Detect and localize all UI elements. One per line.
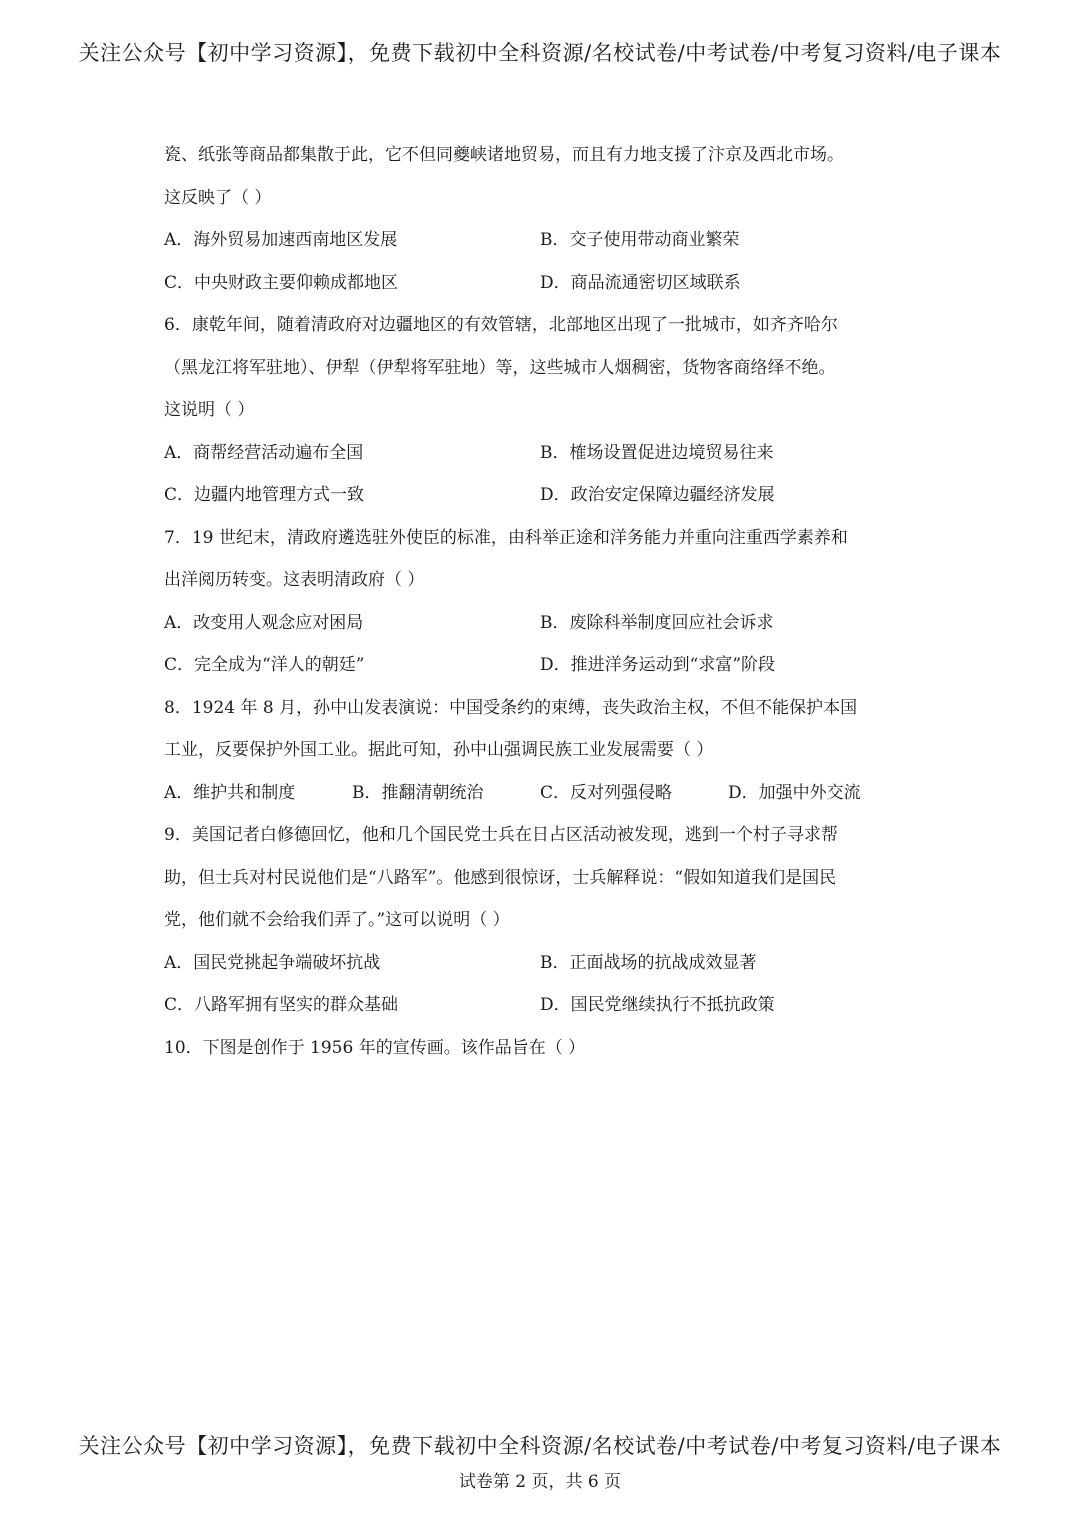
q9-options-row-1: [164, 942, 924, 985]
q8-option-a: A．维护共和制度: [164, 782, 296, 803]
q6-line-2: （黑龙江将军驻地）、伊犁（伊犁将军驻地）等，这些城市人烟稠密，货物客商络绎不绝。: [164, 357, 836, 378]
q5-line-2: 这反映了（ ）: [164, 187, 272, 208]
q9-line-3: 党，他们就不会给我们弄了。”这可以说明（ ）: [164, 910, 510, 930]
q7-options-row-1: [164, 602, 924, 645]
q7-option-a: A．改变用人观念应对困局: [164, 612, 364, 633]
q8-option-c: C．反对列强侵略: [540, 782, 673, 803]
q5-line-1: 瓷、纸张等商品都集散于此，它不但同夔峡诸地贸易，而且有力地支援了汴京及西北市场。: [164, 145, 844, 165]
q6-option-b: B．榷场设置促进边境贸易往来: [540, 442, 774, 463]
q8-options-row: [164, 772, 924, 815]
q8-line-2: 工业，反要保护外国工业。据此可知，孙中山强调民族工业发展需要（ ）: [164, 740, 714, 760]
q5-options-row-2: [164, 262, 924, 305]
q5-option-b: B．交子使用带动商业繁荣: [540, 230, 740, 250]
q6-option-c: C．边疆内地管理方式一致: [164, 485, 365, 505]
q7-line-2: 出洋阅历转变。这表明清政府（ ）: [164, 570, 425, 590]
q6-options-row-2: [164, 474, 924, 517]
q6-option-a: A．商帮经营活动遍布全国: [164, 442, 364, 463]
q5-option-c: C．中央财政主要仰赖成都地区: [164, 272, 399, 293]
q9-line-2: 助，但士兵对村民说他们是“八路军”。他感到很惊讶，士兵解释说：“假如知道我们是国民: [164, 867, 837, 888]
q7-option-c: C．完全成为“洋人的朝廷”: [164, 655, 365, 675]
q9-option-a: A．国民党挑起争端破坏抗战: [164, 952, 381, 973]
q7-line-1: 7．19 世纪末，清政府遴选驻外使臣的标准，由科举正途和洋务能力并重向注重西学素养和: [164, 527, 848, 548]
q9-line-1: 9．美国记者白修德回忆，他和几个国民党士兵在日占区活动被发现，逃到一个村子寻求帮: [164, 825, 838, 845]
q5-options-row-1: [164, 219, 924, 262]
q7-option-b: B．废除科举制度回应社会诉求: [540, 612, 774, 633]
q10-line-1: 10．下图是创作于 1956 年的宣传画。该作品旨在（ ）: [164, 1037, 586, 1058]
q9-option-c: C．八路军拥有坚实的群众基础: [164, 995, 399, 1015]
footer-banner: 关注公众号【初中学习资源】，免费下载初中全科资源/名校试卷/中考试卷/中考复习资料/电子课本: [78, 1434, 1002, 1458]
q8-line-1: 8．1924 年 8 月，孙中山发表演说：中国受条约的束缚，丧失政治主权，不但不能保护本国: [164, 697, 858, 718]
q5-option-d: D．商品流通密切区域联系: [540, 272, 741, 293]
question-content: [164, 134, 924, 1069]
q6-line-1: 6．康乾年间，随着清政府对边疆地区的有效管辖，北部地区出现了一批城市，如齐齐哈尔: [164, 315, 838, 335]
q6-options-row-1: [164, 432, 924, 475]
q7-option-d: D．推进洋务运动到“求富”阶段: [540, 655, 776, 675]
q8-option-b: B．推翻清朝统治: [352, 782, 484, 803]
q9-option-d: D．国民党继续执行不抵抗政策: [540, 995, 775, 1015]
page-number: 试卷第 2 页，共 6 页: [458, 1472, 622, 1492]
q9-options-row-2: [164, 984, 924, 1027]
q6-option-d: D．政治安定保障边疆经济发展: [540, 485, 775, 505]
q5-option-a: A．海外贸易加速西南地区发展: [164, 230, 398, 250]
q9-option-b: B．正面战场的抗战成效显著: [540, 952, 757, 973]
header-banner: 关注公众号【初中学习资源】，免费下载初中全科资源/名校试卷/中考试卷/中考复习资料/电子课本: [78, 41, 1002, 65]
q6-line-3: 这说明（ ）: [164, 400, 255, 420]
q7-options-row-2: [164, 644, 924, 687]
q8-option-d: D．加强中外交流: [728, 782, 861, 803]
